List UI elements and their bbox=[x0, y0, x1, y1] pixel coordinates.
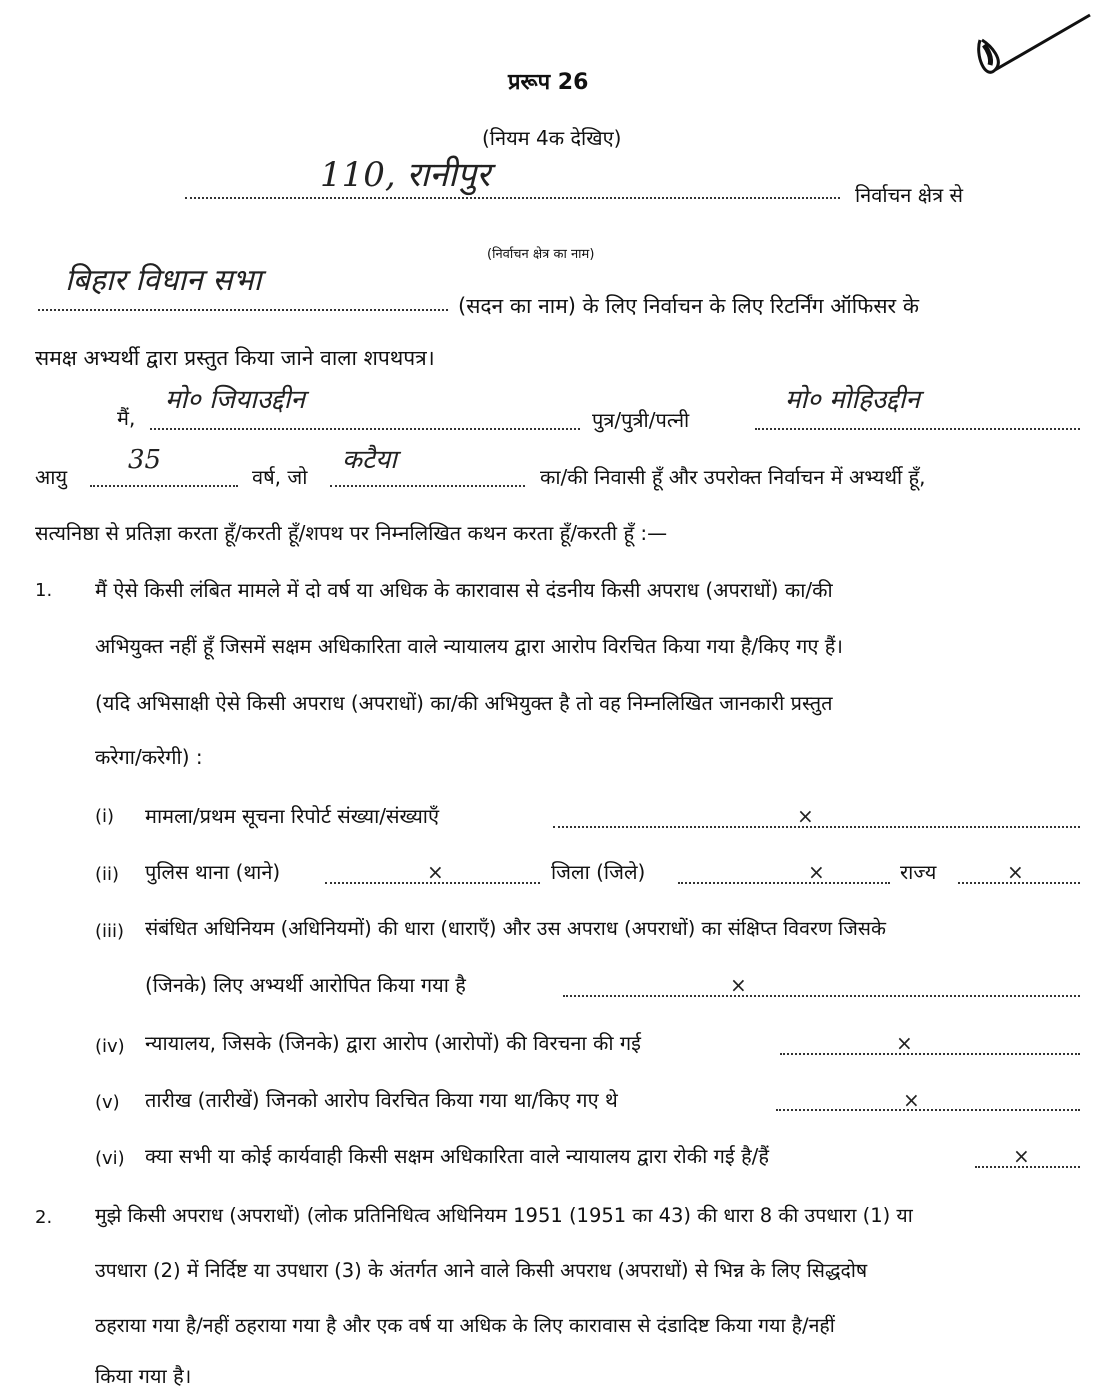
handwritten-house: बिहार विधान सभा bbox=[65, 263, 262, 298]
form-title: प्ररूप 26 bbox=[508, 70, 589, 95]
item-iii-number: (iii) bbox=[95, 921, 125, 942]
item-i-dotted-line bbox=[553, 826, 1080, 828]
para2-line1: मुझे किसी अपराध (अपराधों) (लोक प्रतिनिधित्व अधिनियम 1951 (1951 का 43) की धारा 8 की उपधारा (1) या bbox=[95, 1204, 913, 1227]
item-ii-state-label: राज्य bbox=[900, 860, 937, 884]
item-ii-text: पुलिस थाना (थाने) bbox=[145, 860, 281, 884]
constituency-suffix: निर्वाचन क्षेत्र से bbox=[855, 183, 963, 207]
item-ii-number: (ii) bbox=[95, 864, 120, 885]
residence-dotted-line bbox=[330, 485, 525, 487]
item-iii-text: संबंधित अधिनियम (अधिनियमों) की धारा (धाराएँ) और उस अपराध (अपराधों) का संक्षिप्त विवरण जिसके bbox=[145, 917, 886, 940]
item-v-dotted-line bbox=[776, 1109, 1080, 1111]
handwritten-father: मो० मोहिउद्दीन bbox=[785, 385, 920, 415]
item-iv-text: न्यायालय, जिसके (जिनके) द्वारा आरोप (आरोपों) की विरचना की गई bbox=[145, 1031, 641, 1055]
relation-label: पुत्र/पुत्री/पत्नी bbox=[592, 408, 690, 432]
item-ii-district-dotted-line bbox=[678, 882, 890, 884]
i-label: मैं, bbox=[117, 406, 136, 430]
item-i-text: मामला/प्रथम सूचना रिपोर्ट संख्या/संख्याएँ bbox=[145, 804, 440, 828]
item-vi-number: (vi) bbox=[95, 1148, 125, 1169]
item-v-text: तारीख (तारीखें) जिनको आरोप विरचित किया गया था/किए गए थे bbox=[145, 1088, 618, 1112]
constituency-caption: (निर्वाचन क्षेत्र का नाम) bbox=[487, 247, 595, 262]
item-v-number: (v) bbox=[95, 1092, 120, 1113]
age-dotted-line bbox=[90, 485, 238, 487]
handwritten-constituency: 110, रानीपुर bbox=[320, 155, 491, 195]
handwritten-age: 35 bbox=[128, 445, 162, 475]
age-label: आयु bbox=[35, 465, 68, 489]
item-i-cross-mark: × bbox=[797, 804, 814, 828]
item-ii-police-cross-mark: × bbox=[427, 860, 444, 884]
item-vi-text: क्या सभी या कोई कार्यवाही किसी सक्षम अधिकारिता वाले न्यायालय द्वारा रोकी गई है/हैं bbox=[145, 1144, 770, 1168]
para1-line2: अभियुक्त नहीं हूँ जिसमें सक्षम अधिकारिता वाले न्यायालय द्वारा आरोप विरचित किया गया है/किए गए हैं। bbox=[95, 634, 843, 658]
constituency-dotted-line bbox=[185, 197, 840, 199]
item-i-number: (i) bbox=[95, 806, 115, 827]
item-iv-cross-mark: × bbox=[896, 1031, 913, 1055]
oath-line: सत्यनिष्ठा से प्रतिज्ञा करता हूँ/करती हूँ/शपथ पर निम्नलिखित कथन करता हूँ/करती हूँ :— bbox=[35, 521, 668, 545]
name-dotted-line bbox=[150, 428, 580, 430]
para2-line3: ठहराया गया है/नहीं ठहराया गया है और एक वर्ष या अधिक के लिए कारावास से दंडादिष्ट किया गया है/नहीं bbox=[95, 1314, 835, 1337]
years-label: वर्ष, जो bbox=[252, 465, 308, 489]
resident-label: का/की निवासी हूँ और उपरोक्त निर्वाचन में अभ्यर्थी हूँ, bbox=[540, 465, 926, 489]
item-v-cross-mark: × bbox=[903, 1088, 920, 1112]
para2-line4: किया गया है। bbox=[95, 1364, 192, 1388]
item-iii-cross-mark: × bbox=[730, 973, 747, 997]
para1-line4: करेगा/करेगी) : bbox=[95, 745, 203, 769]
item-iii-text2: (जिनके) लिए अभ्यर्थी आरोपित किया गया है bbox=[145, 973, 466, 997]
father-dotted-line bbox=[755, 428, 1080, 430]
para1-line1: मैं ऐसे किसी लंबित मामले में दो वर्ष या अधिक के कारावास से दंडनीय किसी अपराध (अपराधों) का/की bbox=[95, 578, 833, 602]
item-ii-district-label: जिला (जिले) bbox=[551, 860, 646, 884]
house-dotted-line bbox=[38, 309, 448, 311]
item-ii-district-cross-mark: × bbox=[808, 860, 825, 884]
affidavit-line: समक्ष अभ्यर्थी द्वारा प्रस्तुत किया जाने वाला शपथपत्र। bbox=[35, 346, 435, 370]
signature-mark bbox=[960, 10, 1100, 100]
para1-number: 1. bbox=[35, 580, 53, 601]
para2-number: 2. bbox=[35, 1207, 53, 1228]
handwritten-name: मो० जियाउद्दीन bbox=[165, 385, 305, 415]
house-line-text: (सदन का नाम) के लिए निर्वाचन के लिए रिटर्निंग ऑफिसर के bbox=[458, 294, 919, 318]
item-iv-dotted-line bbox=[780, 1053, 1080, 1055]
handwritten-residence: कटैया bbox=[342, 445, 397, 475]
item-vi-cross-mark: × bbox=[1013, 1144, 1030, 1168]
item-ii-state-cross-mark: × bbox=[1007, 860, 1024, 884]
para1-line3: (यदि अभिसाक्षी ऐसे किसी अपराध (अपराधों) का/की अभियुक्त है तो वह निम्नलिखित जानकारी प्रस्तुत bbox=[95, 691, 833, 715]
rule-reference: (नियम 4क देखिए) bbox=[482, 126, 622, 150]
para2-line2: उपधारा (2) में निर्दिष्ट या उपधारा (3) के अंतर्गत आने वाले किसी अपराध (अपराधों) से भिन्न के लिए सिद्धदोष bbox=[95, 1259, 868, 1282]
item-iv-number: (iv) bbox=[95, 1036, 125, 1057]
item-iii-dotted-line bbox=[563, 995, 1080, 997]
